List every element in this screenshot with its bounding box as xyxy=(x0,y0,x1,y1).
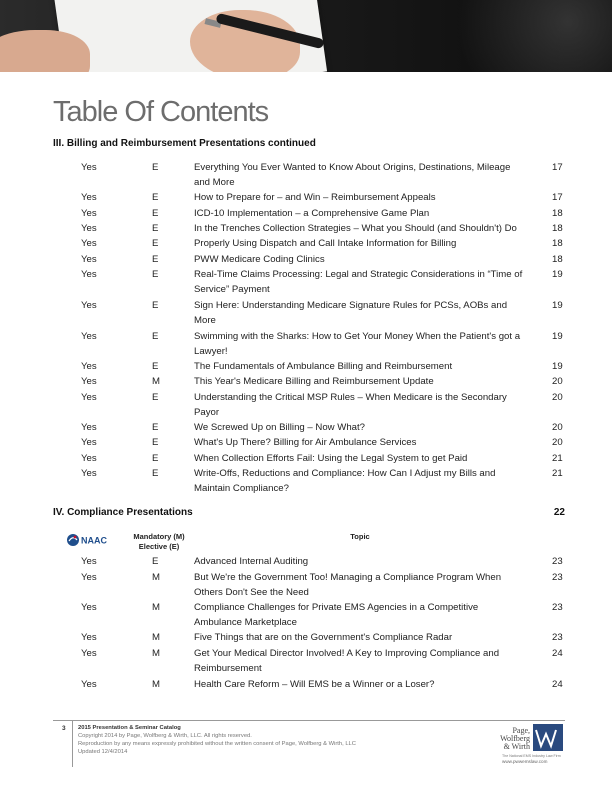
availability-cell: Yes xyxy=(81,208,97,219)
page-cell: 23 xyxy=(552,602,563,613)
topic-header: Topic xyxy=(350,532,370,541)
topic-cell: Write-Offs, Reductions and Compliance: How Can I Adjust my Bills and Maintain Compliance? xyxy=(194,468,496,494)
brand-tagline: The National EMS Industry Law Firm xyxy=(502,754,561,758)
type-cell: M xyxy=(152,648,160,659)
topic-cell: How to Prepare for – and Win – Reimbursement Appeals xyxy=(194,192,436,203)
type-cell: E xyxy=(152,300,159,311)
type-cell: M xyxy=(152,632,160,643)
availability-cell: Yes xyxy=(81,254,97,265)
footer-vertical-divider xyxy=(72,721,73,767)
type-cell: E xyxy=(152,238,159,249)
page-cell: 18 xyxy=(552,238,563,249)
availability-cell: Yes xyxy=(81,269,97,280)
availability-cell: Yes xyxy=(81,453,97,464)
footer-copyright: Copyright 2014 by Page, Wolfberg & Wirth, LLC. All rights reserved. xyxy=(78,733,252,739)
topic-cell: What's Up There? Billing for Air Ambulance Services xyxy=(194,437,417,448)
availability-cell: Yes xyxy=(81,223,97,234)
type-cell: E xyxy=(152,361,159,372)
header-photo xyxy=(0,0,612,72)
footer-divider xyxy=(53,720,565,721)
type-cell: E xyxy=(152,269,159,280)
availability-cell: Yes xyxy=(81,572,97,583)
type-cell: E xyxy=(152,437,159,448)
type-cell: E xyxy=(152,254,159,265)
availability-cell: Yes xyxy=(81,331,97,342)
availability-cell: Yes xyxy=(81,300,97,311)
section-page-number: 22 xyxy=(553,507,565,518)
topic-cell: Sign Here: Understanding Medicare Signature Rules for PCSs, AOBs and More xyxy=(194,300,508,326)
topic-cell: Advanced Internal Auditing xyxy=(194,556,309,567)
topic-cell: We Screwed Up on Billing – Now What? xyxy=(194,422,365,433)
page-cell: 20 xyxy=(552,392,563,403)
type-cell: M xyxy=(152,376,160,387)
availability-cell: Yes xyxy=(81,648,97,659)
availability-cell: Yes xyxy=(81,162,97,173)
page-cell: 19 xyxy=(552,300,563,311)
topic-cell: In the Trenches Collection Strategies – What you Should (and Shouldn't) Do xyxy=(194,223,517,234)
topic-cell: ICD-10 Implementation – a Comprehensive Game Plan xyxy=(194,208,430,219)
topic-cell: Properly Using Dispatch and Call Intake Information for Billing xyxy=(194,238,457,249)
page-cell: 18 xyxy=(552,208,563,219)
type-cell: E xyxy=(152,556,159,567)
page-cell: 23 xyxy=(552,632,563,643)
page-cell: 19 xyxy=(552,331,563,342)
page-title: Table Of Contents xyxy=(53,96,269,128)
type-cell: E xyxy=(152,468,159,479)
page-cell: 19 xyxy=(552,269,563,280)
topic-cell: Real-Time Claims Processing: Legal and Strategic Considerations in “Time of Service” Payment xyxy=(194,269,523,295)
page-cell: 19 xyxy=(552,361,563,372)
pww-brand-logo xyxy=(498,724,566,776)
brand-line-2: Wolfberg xyxy=(500,734,530,743)
page-cell: 21 xyxy=(552,453,563,464)
page-cell: 20 xyxy=(552,437,563,448)
page-cell: 24 xyxy=(552,679,563,690)
topic-cell: When Collection Efforts Fail: Using the Legal System to get Paid xyxy=(194,453,468,464)
type-cell: E xyxy=(152,331,159,342)
type-cell: E xyxy=(152,223,159,234)
topic-cell: Understanding the Critical MSP Rules – When Medicare is the Secondary Payor xyxy=(194,392,507,418)
footer-catalog-title: 2015 Presentation & Seminar Catalog xyxy=(78,725,181,731)
brand-line-1: Page, xyxy=(512,726,530,735)
page-cell: 21 xyxy=(552,468,563,479)
topic-cell: Five Things that are on the Government's Compliance Radar xyxy=(194,632,453,643)
page-cell: 20 xyxy=(552,422,563,433)
brand-line-3: & Wirth xyxy=(503,742,530,751)
topic-cell: Swimming with the Sharks: How to Get Your Money When the Patient's got a Lawyer! xyxy=(194,331,521,357)
type-cell: M xyxy=(152,572,160,583)
topic-cell: Health Care Reform – Will EMS be a Winner or a Loser? xyxy=(194,679,435,690)
topic-cell: PWW Medicare Coding Clinics xyxy=(194,254,325,265)
page-cell: 23 xyxy=(552,572,563,583)
page-cell: 18 xyxy=(552,223,563,234)
availability-cell: Yes xyxy=(81,238,97,249)
availability-cell: Yes xyxy=(81,361,97,372)
footer-page-number: 3 xyxy=(62,725,66,732)
availability-cell: Yes xyxy=(81,422,97,433)
page-cell: 24 xyxy=(552,648,563,659)
type-cell: E xyxy=(152,453,159,464)
availability-cell: Yes xyxy=(81,602,97,613)
availability-cell: Yes xyxy=(81,679,97,690)
type-cell: M xyxy=(152,602,160,613)
availability-cell: Yes xyxy=(81,437,97,448)
availability-cell: Yes xyxy=(81,556,97,567)
left-hand-image xyxy=(0,30,90,72)
brand-website: www.pwwemslaw.com xyxy=(502,759,548,764)
background-shine xyxy=(392,0,612,72)
naac-logo-icon xyxy=(66,532,110,548)
availability-cell: Yes xyxy=(81,376,97,387)
type-cell: M xyxy=(152,679,160,690)
type-cell: E xyxy=(152,422,159,433)
type-cell: E xyxy=(152,208,159,219)
footer-updated: Updated 12/4/2014 xyxy=(78,749,128,755)
availability-cell: Yes xyxy=(81,632,97,643)
naac-logo-text: NAAC xyxy=(81,535,107,546)
footer-reproduction: Reproduction by any means expressly prohibited without the written consent of Page, Wolfberg & Wirth, LLC xyxy=(78,741,356,747)
type-cell: E xyxy=(152,392,159,403)
section-heading-billing: III. Billing and Reimbursement Presentations continued xyxy=(53,138,316,149)
page-cell: 18 xyxy=(552,254,563,265)
type-cell: E xyxy=(152,162,159,173)
availability-cell: Yes xyxy=(81,468,97,479)
page-cell: 17 xyxy=(552,162,563,173)
topic-cell: Compliance Challenges for Private EMS Agencies in a Competitive Ambulance Marketplace xyxy=(194,602,479,628)
topic-cell: Everything You Ever Wanted to Know About Origins, Destinations, Mileage and More xyxy=(194,162,511,188)
page-cell: 17 xyxy=(552,192,563,203)
page-cell: 23 xyxy=(552,556,563,567)
availability-cell: Yes xyxy=(81,392,97,403)
topic-cell: This Year's Medicare Billing and Reimbursement Update xyxy=(194,376,434,387)
page-cell: 20 xyxy=(552,376,563,387)
type-cell: E xyxy=(152,192,159,203)
topic-cell: The Fundamentals of Ambulance Billing and Reimbursement xyxy=(194,361,453,372)
topic-cell: But We're the Government Too! Managing a Compliance Program When Others Don't See the Need xyxy=(194,572,502,598)
section-heading-compliance: IV. Compliance Presentations xyxy=(53,507,193,518)
topic-cell: Get Your Medical Director Involved! A Key to Improving Compliance and Reimbursement xyxy=(194,648,500,674)
mandatory-elective-header: Mandatory (M) Elective (E) xyxy=(133,532,185,551)
availability-cell: Yes xyxy=(81,192,97,203)
